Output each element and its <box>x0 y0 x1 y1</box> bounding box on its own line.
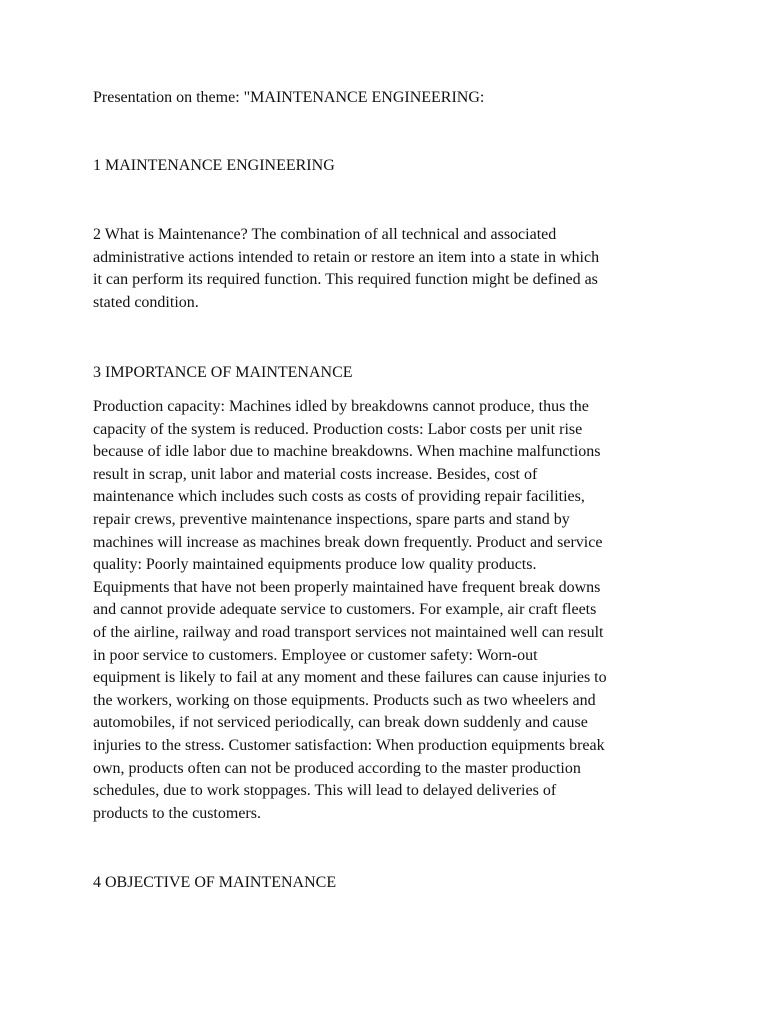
slide-3-heading: 3 IMPORTANCE OF MAINTENANCE <box>93 364 353 381</box>
presentation-title: Presentation on theme: "MAINTENANCE ENGINEERING: <box>93 89 485 106</box>
slide-3-text: Production capacity: Machines idled by breakdowns cannot produce, thus the capacity of the system is reduced. Production costs: Labor costs per unit rise because of idle labor due to machine breakdowns. When machine malfunctions result in scrap, unit labor and material costs increase. Besides, cost of maintenance which includes such costs as costs of providing repair facilities, repair crews, preventive maintenance inspections, spare parts and stand by machines will increase as machines break down frequently. Product and service quality: Poorly maintained equipments produce low quality products. Equipments that have not been properly maintained have frequent break downs and cannot provide adequate service to customers. For example, air craft fleets of the airline, railway and road transport services not maintained well can result in poor service to customers. Employee or customer safety: Worn-out equipment is likely to fail at any moment and these failures can cause injuries to the workers, working on those equipments. Products such as two wheelers and automobiles, if not serviced periodically, can break down suddenly and cause injuries to the stress. Customer satisfaction: When production equipments break own, products often can not be produced according to the master production schedules, due to work stoppages. This will lead to delayed deliveries of products to the customers. <box>93 398 607 822</box>
slide-1-heading: 1 MAINTENANCE ENGINEERING <box>93 157 335 174</box>
slide-4-heading: 4 OBJECTIVE OF MAINTENANCE <box>93 874 337 891</box>
slide-2-text: 2 What is Maintenance? The combination of all technical and associated administrative actions intended to retain or restore an item into a state in which it can perform its required function. This required function might be defined as stated condition. <box>93 226 600 311</box>
